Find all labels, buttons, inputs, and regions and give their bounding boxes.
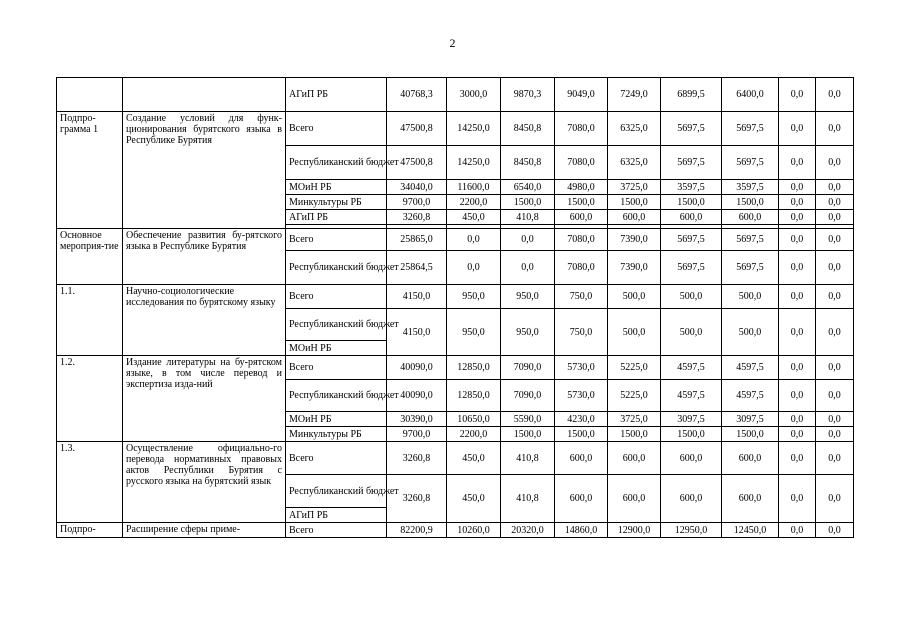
amount-cell: 0,0 — [816, 180, 854, 195]
amount-cell: 950,0 — [501, 309, 555, 356]
amount-cell: 5730,0 — [555, 356, 608, 380]
amount-cell: 14860,0 — [555, 523, 608, 538]
table-body — [57, 78, 854, 538]
amount-cell: 7080,0 — [555, 146, 608, 180]
funding-source-cell: АГиП РБ — [286, 210, 387, 225]
amount-cell: 14250,0 — [447, 112, 501, 146]
funding-source-cell: Всего — [286, 112, 387, 146]
amount-cell: 9700,0 — [387, 195, 447, 210]
amount-cell: 1500,0 — [501, 427, 555, 442]
amount-cell: 5225,0 — [608, 380, 661, 412]
amount-cell: 5730,0 — [555, 380, 608, 412]
amount-cell: 0,0 — [816, 475, 854, 523]
amount-cell: 0,0 — [779, 475, 816, 523]
row-name-cell: Создание условий для функ-ционирования бурятского языка в Республике Бурятия — [123, 112, 286, 229]
amount-cell: 10650,0 — [447, 412, 501, 427]
amount-cell: 950,0 — [447, 285, 501, 309]
amount-cell: 4150,0 — [387, 309, 447, 356]
funding-source-cell: МОиН РБ — [286, 412, 387, 427]
row-name-cell — [123, 78, 286, 112]
amount-cell: 9870,3 — [501, 78, 555, 112]
amount-cell: 9049,0 — [555, 78, 608, 112]
amount-cell: 8450,8 — [501, 112, 555, 146]
amount-cell: 4980,0 — [555, 180, 608, 195]
amount-cell: 450,0 — [447, 442, 501, 475]
amount-cell: 0,0 — [816, 356, 854, 380]
amount-cell: 950,0 — [501, 285, 555, 309]
amount-cell: 12900,0 — [608, 523, 661, 538]
funding-source-cell: Республиканский бюджет — [286, 309, 387, 341]
amount-cell: 0,0 — [447, 251, 501, 285]
amount-cell: 6325,0 — [608, 146, 661, 180]
row-code-cell: 1.3. — [57, 442, 123, 523]
amount-cell: 5697,5 — [722, 229, 779, 251]
amount-cell: 450,0 — [447, 210, 501, 225]
amount-cell: 0,0 — [779, 195, 816, 210]
amount-cell: 600,0 — [722, 475, 779, 523]
funding-source-cell: Минкультуры РБ — [286, 195, 387, 210]
amount-cell: 0,0 — [816, 146, 854, 180]
table-row — [57, 229, 854, 251]
amount-cell: 0,0 — [779, 427, 816, 442]
amount-cell: 4150,0 — [387, 285, 447, 309]
row-code-cell: Основное мероприя-тие — [57, 229, 123, 285]
amount-cell: 7080,0 — [555, 112, 608, 146]
row-code-cell: Подпро- — [57, 523, 123, 538]
row-name-cell: Осуществление официально-го перевода нормативных правовых актов Республики Бурятия с русского языка на бурятский язык — [123, 442, 286, 523]
amount-cell: 5697,5 — [661, 251, 722, 285]
amount-cell: 600,0 — [608, 475, 661, 523]
amount-cell: 1500,0 — [661, 195, 722, 210]
amount-cell: 600,0 — [608, 442, 661, 475]
amount-cell: 4597,5 — [661, 380, 722, 412]
funding-source-cell: АГиП РБ — [286, 508, 387, 523]
amount-cell: 4597,5 — [661, 356, 722, 380]
amount-cell: 500,0 — [722, 309, 779, 356]
amount-cell: 950,0 — [447, 309, 501, 356]
funding-source-cell: Республиканский бюджет — [286, 146, 387, 180]
amount-cell: 0,0 — [816, 412, 854, 427]
amount-cell: 0,0 — [816, 78, 854, 112]
table-row — [57, 285, 854, 309]
row-code-cell: 1.1. — [57, 285, 123, 356]
amount-cell: 600,0 — [661, 210, 722, 225]
amount-cell: 0,0 — [816, 309, 854, 356]
amount-cell: 12450,0 — [722, 523, 779, 538]
amount-cell: 500,0 — [661, 309, 722, 356]
amount-cell: 0,0 — [779, 146, 816, 180]
row-name-cell: Расширение сферы приме- — [123, 523, 286, 538]
amount-cell: 0,0 — [779, 380, 816, 412]
amount-cell: 0,0 — [816, 380, 854, 412]
amount-cell: 0,0 — [779, 442, 816, 475]
amount-cell: 750,0 — [555, 309, 608, 356]
amount-cell: 600,0 — [555, 210, 608, 225]
amount-cell: 410,8 — [501, 475, 555, 523]
amount-cell: 450,0 — [447, 475, 501, 523]
amount-cell: 2200,0 — [447, 427, 501, 442]
funding-source-cell: Всего — [286, 285, 387, 309]
row-name-cell: Обеспечение развития бу-рятского языка в Республике Бурятия — [123, 229, 286, 285]
amount-cell: 6400,0 — [722, 78, 779, 112]
amount-cell: 0,0 — [779, 523, 816, 538]
amount-cell: 6540,0 — [501, 180, 555, 195]
amount-cell: 1500,0 — [661, 427, 722, 442]
amount-cell: 34040,0 — [387, 180, 447, 195]
amount-cell: 500,0 — [661, 285, 722, 309]
amount-cell: 25865,0 — [387, 229, 447, 251]
amount-cell: 3260,8 — [387, 475, 447, 523]
amount-cell: 0,0 — [816, 285, 854, 309]
amount-cell: 3097,5 — [661, 412, 722, 427]
amount-cell: 4597,5 — [722, 356, 779, 380]
amount-cell: 25864,5 — [387, 251, 447, 285]
amount-cell: 7080,0 — [555, 229, 608, 251]
amount-cell: 500,0 — [608, 309, 661, 356]
row-code-cell: Подпро-грамма 1 — [57, 112, 123, 229]
amount-cell: 750,0 — [555, 285, 608, 309]
amount-cell: 410,8 — [501, 210, 555, 225]
row-name-cell: Научно-социологические исследования по бурятскому языку — [123, 285, 286, 356]
funding-source-cell: МОиН РБ — [286, 180, 387, 195]
amount-cell: 47500,8 — [387, 112, 447, 146]
funding-source-cell: МОиН РБ — [286, 341, 387, 356]
amount-cell: 6899,5 — [661, 78, 722, 112]
amount-cell: 5697,5 — [661, 229, 722, 251]
funding-source-cell: Минкультуры РБ — [286, 427, 387, 442]
amount-cell: 600,0 — [722, 442, 779, 475]
row-code-cell: 1.2. — [57, 356, 123, 442]
amount-cell: 5697,5 — [661, 146, 722, 180]
amount-cell: 5697,5 — [661, 112, 722, 146]
amount-cell: 0,0 — [816, 229, 854, 251]
amount-cell: 0,0 — [816, 442, 854, 475]
amount-cell: 4230,0 — [555, 412, 608, 427]
amount-cell: 0,0 — [816, 523, 854, 538]
table-row — [57, 523, 854, 538]
funding-source-cell: Всего — [286, 356, 387, 380]
amount-cell: 40768,3 — [387, 78, 447, 112]
amount-cell: 0,0 — [816, 251, 854, 285]
row-name-cell: Издание литературы на бу-рятском языке, в том числе перевод и экспертиза изда-ний — [123, 356, 286, 442]
amount-cell: 0,0 — [816, 195, 854, 210]
amount-cell: 0,0 — [779, 229, 816, 251]
amount-cell: 7090,0 — [501, 356, 555, 380]
amount-cell: 600,0 — [555, 475, 608, 523]
table-row — [57, 356, 854, 380]
amount-cell: 410,8 — [501, 442, 555, 475]
amount-cell: 0,0 — [779, 356, 816, 380]
amount-cell: 1500,0 — [501, 195, 555, 210]
amount-cell: 5697,5 — [722, 112, 779, 146]
amount-cell: 4597,5 — [722, 380, 779, 412]
amount-cell: 10260,0 — [447, 523, 501, 538]
amount-cell: 0,0 — [816, 210, 854, 225]
table-row — [57, 78, 854, 112]
amount-cell: 1500,0 — [608, 427, 661, 442]
amount-cell: 0,0 — [816, 427, 854, 442]
amount-cell: 0,0 — [779, 251, 816, 285]
amount-cell: 0,0 — [779, 285, 816, 309]
amount-cell: 30390,0 — [387, 412, 447, 427]
table-row — [57, 112, 854, 146]
amount-cell: 1500,0 — [722, 427, 779, 442]
amount-cell: 7249,0 — [608, 78, 661, 112]
amount-cell: 12850,0 — [447, 380, 501, 412]
amount-cell: 600,0 — [661, 442, 722, 475]
amount-cell: 5590,0 — [501, 412, 555, 427]
amount-cell: 3260,8 — [387, 442, 447, 475]
amount-cell: 82200,9 — [387, 523, 447, 538]
amount-cell: 600,0 — [722, 210, 779, 225]
funding-source-cell: АГиП РБ — [286, 78, 387, 112]
amount-cell: 1500,0 — [555, 427, 608, 442]
amount-cell: 0,0 — [779, 180, 816, 195]
amount-cell: 47500,8 — [387, 146, 447, 180]
amount-cell: 3597,5 — [661, 180, 722, 195]
amount-cell: 12950,0 — [661, 523, 722, 538]
amount-cell: 9700,0 — [387, 427, 447, 442]
amount-cell: 500,0 — [608, 285, 661, 309]
amount-cell: 1500,0 — [555, 195, 608, 210]
row-code-cell — [57, 78, 123, 112]
amount-cell: 3597,5 — [722, 180, 779, 195]
funding-source-cell: Республиканский бюджет — [286, 380, 387, 412]
amount-cell: 5697,5 — [722, 251, 779, 285]
funding-source-cell: Всего — [286, 523, 387, 538]
amount-cell: 2200,0 — [447, 195, 501, 210]
page-number: 2 — [449, 36, 456, 50]
amount-cell: 5697,5 — [722, 146, 779, 180]
amount-cell: 20320,0 — [501, 523, 555, 538]
funding-source-cell: Республиканский бюджет — [286, 251, 387, 285]
amount-cell: 0,0 — [779, 112, 816, 146]
funding-source-cell: Республиканский бюджет — [286, 475, 387, 508]
amount-cell: 600,0 — [555, 442, 608, 475]
amount-cell: 3725,0 — [608, 412, 661, 427]
amount-cell: 3000,0 — [447, 78, 501, 112]
amount-cell: 3260,8 — [387, 210, 447, 225]
amount-cell: 5225,0 — [608, 356, 661, 380]
funding-source-cell: Всего — [286, 442, 387, 475]
table-row — [57, 442, 854, 475]
amount-cell: 0,0 — [816, 112, 854, 146]
amount-cell: 0,0 — [501, 229, 555, 251]
amount-cell: 0,0 — [779, 309, 816, 356]
amount-cell: 600,0 — [661, 475, 722, 523]
funding-source-cell: Всего — [286, 229, 387, 251]
amount-cell: 40090,0 — [387, 356, 447, 380]
amount-cell: 1500,0 — [608, 195, 661, 210]
amount-cell: 8450,8 — [501, 146, 555, 180]
amount-cell: 0,0 — [779, 210, 816, 225]
amount-cell: 7390,0 — [608, 229, 661, 251]
amount-cell: 3725,0 — [608, 180, 661, 195]
amount-cell: 1500,0 — [722, 195, 779, 210]
amount-cell: 7090,0 — [501, 380, 555, 412]
amount-cell: 7080,0 — [555, 251, 608, 285]
amount-cell: 0,0 — [501, 251, 555, 285]
amount-cell: 500,0 — [722, 285, 779, 309]
amount-cell: 600,0 — [608, 210, 661, 225]
amount-cell: 7390,0 — [608, 251, 661, 285]
amount-cell: 6325,0 — [608, 112, 661, 146]
amount-cell: 40090,0 — [387, 380, 447, 412]
budget-table — [56, 77, 854, 538]
amount-cell: 14250,0 — [447, 146, 501, 180]
amount-cell: 0,0 — [447, 229, 501, 251]
amount-cell: 11600,0 — [447, 180, 501, 195]
amount-cell: 0,0 — [779, 78, 816, 112]
amount-cell: 3097,5 — [722, 412, 779, 427]
amount-cell: 12850,0 — [447, 356, 501, 380]
amount-cell: 0,0 — [779, 412, 816, 427]
